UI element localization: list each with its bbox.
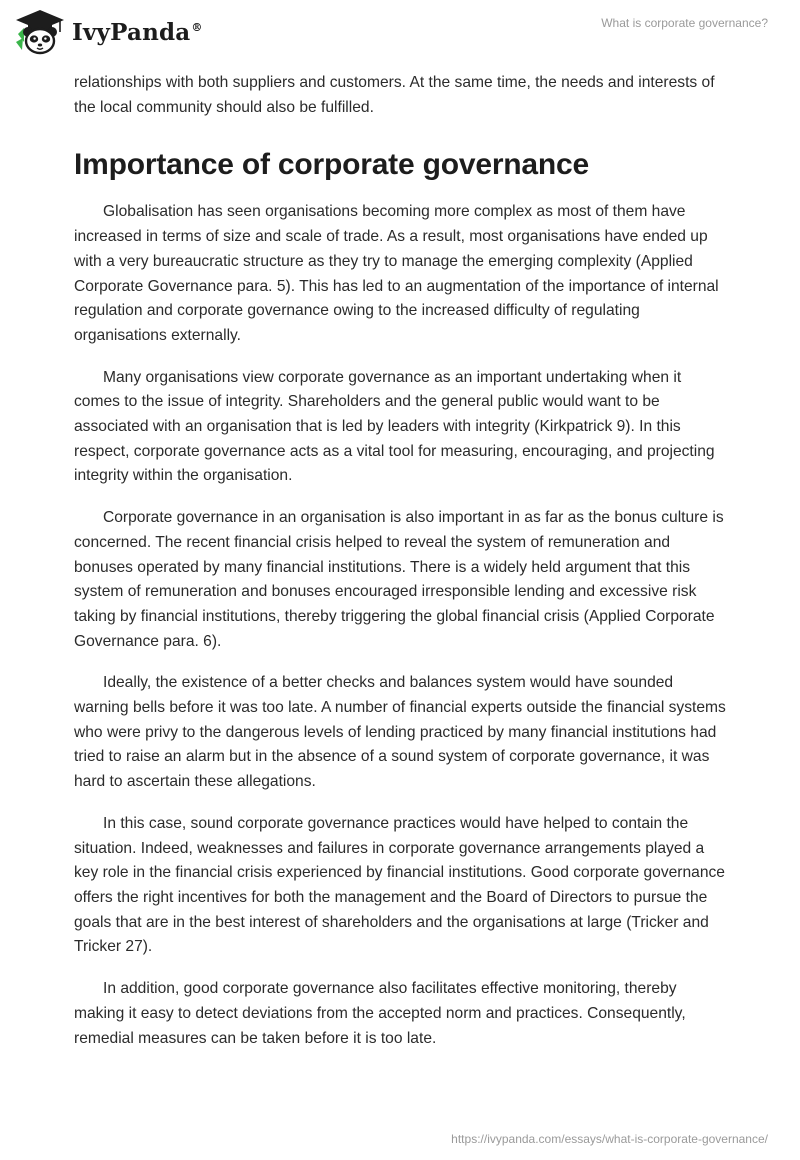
paragraph: Globalisation has seen organisations becoming more complex as most of them have increased in terms of size and scale of trade. As a result, most organisations have ended up with a very bureaucratic structure as they try to manage the emerging complexity (Applied Corporate Governance para. 5). This has led to an augmentation of the importance of internal regulation and corporate governance owing to the increased difficulty of regulating organisations externally.: [74, 203, 719, 344]
panda-graduate-icon: [14, 8, 66, 56]
brand-name: IvyPanda®: [72, 18, 203, 46]
page-title: What is corporate governance?: [601, 16, 768, 30]
page-header: [0, 0, 800, 70]
paragraph: Corporate governance in an organisation is also important in as far as the bonus culture is concerned. The recent financial crisis helped to reveal the system of remuneration and bonuses operated by many financial institutions. There is a widely held argument that this system of remuneration and bonuses encouraged irresponsible lending and excessive risk taking by financial institutions, thereby triggering the global financial crisis (Applied Corporate Governance para. 6).: [74, 509, 724, 650]
section-heading: Importance of corporate governance: [74, 148, 589, 182]
brand-logo[interactable]: [14, 8, 203, 56]
article-body: [74, 71, 726, 1051]
paragraph: Ideally, the existence of a better checks and balances system would have sounded warning bells before it was too late. A number of financial experts outside the financial systems who were privy to the dangerous levels of lending practiced by many financial institutions had tried to raise an alarm but in the absence of a sound system of corporate governance, it was hard to ascertain these allegations.: [74, 674, 726, 791]
paragraph: In addition, good corporate governance also facilitates effective monitoring, thereby making it easy to detect deviations from the accepted norm and practices. Consequently, remedial measures can be taken before it is too late.: [74, 980, 686, 1047]
lead-paragraph: relationships with both suppliers and customers. At the same time, the needs and interests of the local community should also be fulfilled.: [74, 74, 715, 116]
registered-mark: ®: [191, 20, 203, 34]
paragraph: Many organisations view corporate governance as an important undertaking when it comes to the issue of integrity. Shareholders and the general public would want to be associated with an organisation that is led by leaders with integrity (Kirkpatrick 9). In this respect, corporate governance acts as a vital tool for measuring, encouraging, and projecting integrity within the organisation.: [74, 368, 715, 485]
source-url[interactable]: https://ivypanda.com/essays/what-is-corporate-governance/: [451, 1132, 768, 1146]
paragraph: In this case, sound corporate governance practices would have helped to contain the situation. Indeed, weaknesses and failures in corporate governance arrangements played a key role in the financial crisis experienced by financial institutions. Good corporate governance offers the right incentives for both the management and the Board of Directors to pursue the goals that are in the best interest of shareholders and the organisations at large (Tricker and Tricker 27).: [74, 814, 725, 956]
